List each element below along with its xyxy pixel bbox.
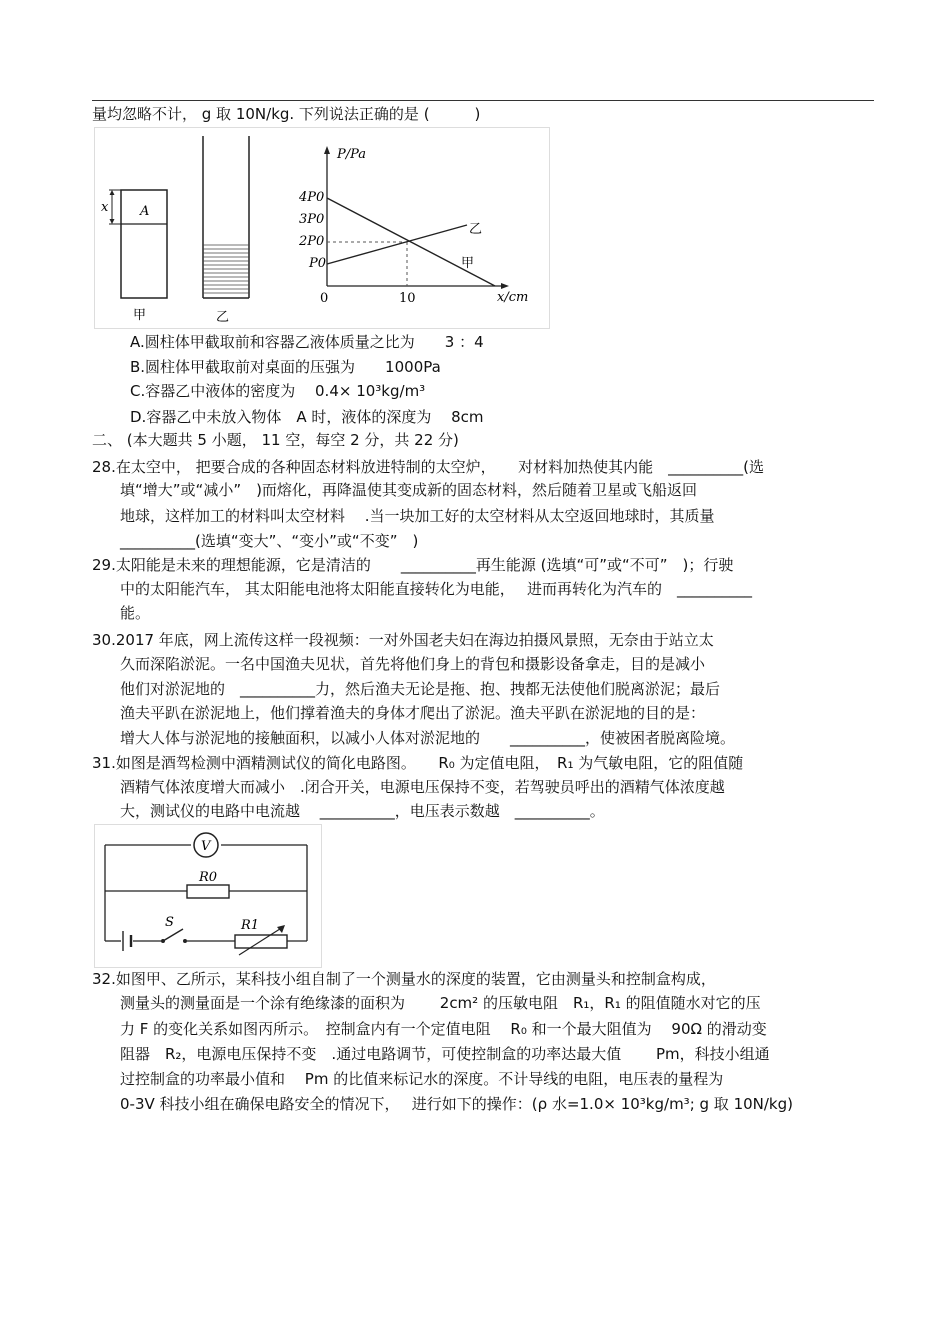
q28-line2: 填“增大”或“减小” )而熔化，再降温使其变成新的固态材料，然后随着卫星或飞船返回	[120, 481, 697, 499]
line-yi-label: 乙	[469, 222, 483, 237]
q32-line4: 阻器 R₂，电源电压保持不变 .通过电路调节，可使控制盒的功率达最大值 Pm，科技小组通	[120, 1045, 770, 1063]
liquid-fill	[203, 245, 249, 293]
q30-line4: 渔夫平趴在淤泥地上，他们撑着渔夫的身体才爬出了淤泥。渔夫平趴在淤泥地的目的是：	[120, 704, 706, 722]
x-axis-label: x/cm	[497, 290, 529, 305]
q32-line3: 力 F 的变化关系如图丙所示。 控制盒内有一个定值电阻 R₀ 和一个最大阻值为 90Ω 的滑动变	[120, 1020, 767, 1038]
q32-line1: 32.如图甲、乙所示，某科技小组自制了一个测量水的深度的装置，它由测量头和控制盒构成，	[92, 970, 716, 988]
label-x: x	[101, 200, 109, 215]
q32-line6: 0-3V 科技小组在确保电路安全的情况下， 进行如下的操作：(ρ 水=1.0× 10³kg/m³; g 取 10N/kg)	[120, 1095, 793, 1113]
label-A: A	[140, 204, 150, 219]
q31-line1: 31.如图是酒驾检测中酒精测试仪的简化电路图。 R₀ 为定值电阻， R₁ 为气敏电阻，它的阻值随	[92, 754, 744, 772]
section-title: 二、 (本大题共 5 小题， 11 空，每空 2 分，共 22 分)	[92, 431, 459, 449]
option-d: D.容器乙中未放入物体 A 时，液体的深度为 8cm	[130, 408, 484, 426]
header-rule	[92, 100, 874, 101]
line-jia-label: 甲	[461, 256, 475, 271]
figure-cylinder-container-graph	[94, 127, 550, 329]
q29-line3: 能。	[120, 604, 151, 622]
q28-line1: 28.在太空中， 把要合成的各种固态材料放进特制的太空炉， 对材料加热使其内能 __________(选	[92, 458, 764, 476]
q31-line3: 大，测试仪的电路中电流越 __________，电压表示数越 __________。	[120, 802, 605, 820]
y-tick-3p0: 3P0	[299, 212, 325, 227]
q28-line4: __________(选填“变大”、“变小”或“不变” )	[120, 532, 419, 550]
r0-resistor	[187, 885, 229, 898]
y-axis-label: P/Pa	[337, 147, 367, 162]
q30-line3: 他们对淤泥地的 __________力，然后渔夫无论是拖、抱、拽都无法使他们脱离淤泥；最后	[120, 680, 721, 698]
q32-line2: 测量头的测量面是一个涂有绝缘漆的面积为 2cm² 的压敏电阻 R₁，R₁ 的阻值随水对它的压	[120, 994, 761, 1012]
switch-s	[163, 929, 183, 941]
x-tick-0: 0	[320, 291, 329, 306]
y-tick-4p0: 4P0	[299, 190, 325, 205]
q28-line3: 地球，这样加工的材料叫太空材料 .当一块加工好的太空材料从太空返回地球时，其质量	[120, 507, 715, 525]
q31-line2: 酒精气体浓度增大而减小 .闭合开关，电源电压保持不变，若驾驶员呼出的酒精气体浓度越	[120, 778, 725, 796]
label-jia: 甲	[133, 308, 147, 323]
q29-line2: 中的太阳能汽车， 其太阳能电池将太阳能直接转化为电能， 进而再转化为汽车的 __________	[120, 580, 753, 598]
q29-line1: 29.太阳能是未来的理想能源，它是清洁的 __________再生能源 (选填“可”或“不可” )；行驶	[92, 556, 734, 574]
voltmeter-label: V	[201, 839, 211, 854]
y-tick-2p0: 2P0	[299, 234, 325, 249]
option-a: A.圆柱体甲截取前和容器乙液体质量之比为 3 ：4	[130, 333, 484, 351]
r0-label: R0	[199, 870, 218, 885]
q30-line2: 久而深陷淤泥。一名中国渔夫见状，首先将他们身上的背包和摄影设备拿走，目的是减小	[120, 655, 706, 673]
label-yi: 乙	[216, 310, 230, 325]
option-b: B.圆柱体甲截取前对桌面的压强为 1000Pa	[130, 358, 441, 376]
figure-circuit	[94, 824, 322, 968]
question-continuation: 量均忽略不计， g 取 10N/kg. 下列说法正确的是 ( )	[92, 105, 481, 123]
figure1-svg	[95, 128, 549, 328]
q32-line5: 过控制盒的功率最小值和 Pm 的比值来标记水的深度。不计导线的电阻，电压表的量程为	[120, 1070, 724, 1088]
line-yi	[327, 225, 467, 264]
y-tick-p0: P0	[309, 256, 327, 271]
r1-label: R1	[241, 918, 260, 933]
switch-label: S	[165, 915, 174, 930]
circuit-svg	[95, 825, 321, 967]
option-c: C.容器乙中液体的密度为 0.4× 10³kg/m³	[130, 382, 426, 400]
q30-line1: 30.2017 年底，网上流传这样一段视频：一对外国老夫妇在海边拍摄风景照，无奈由于站立太	[92, 631, 714, 649]
q30-line5: 增大人体与淤泥地的接触面积，以减小人体对淤泥地的 __________，使被困者脱离险境。	[120, 729, 736, 747]
x-tick-10: 10	[399, 291, 416, 306]
